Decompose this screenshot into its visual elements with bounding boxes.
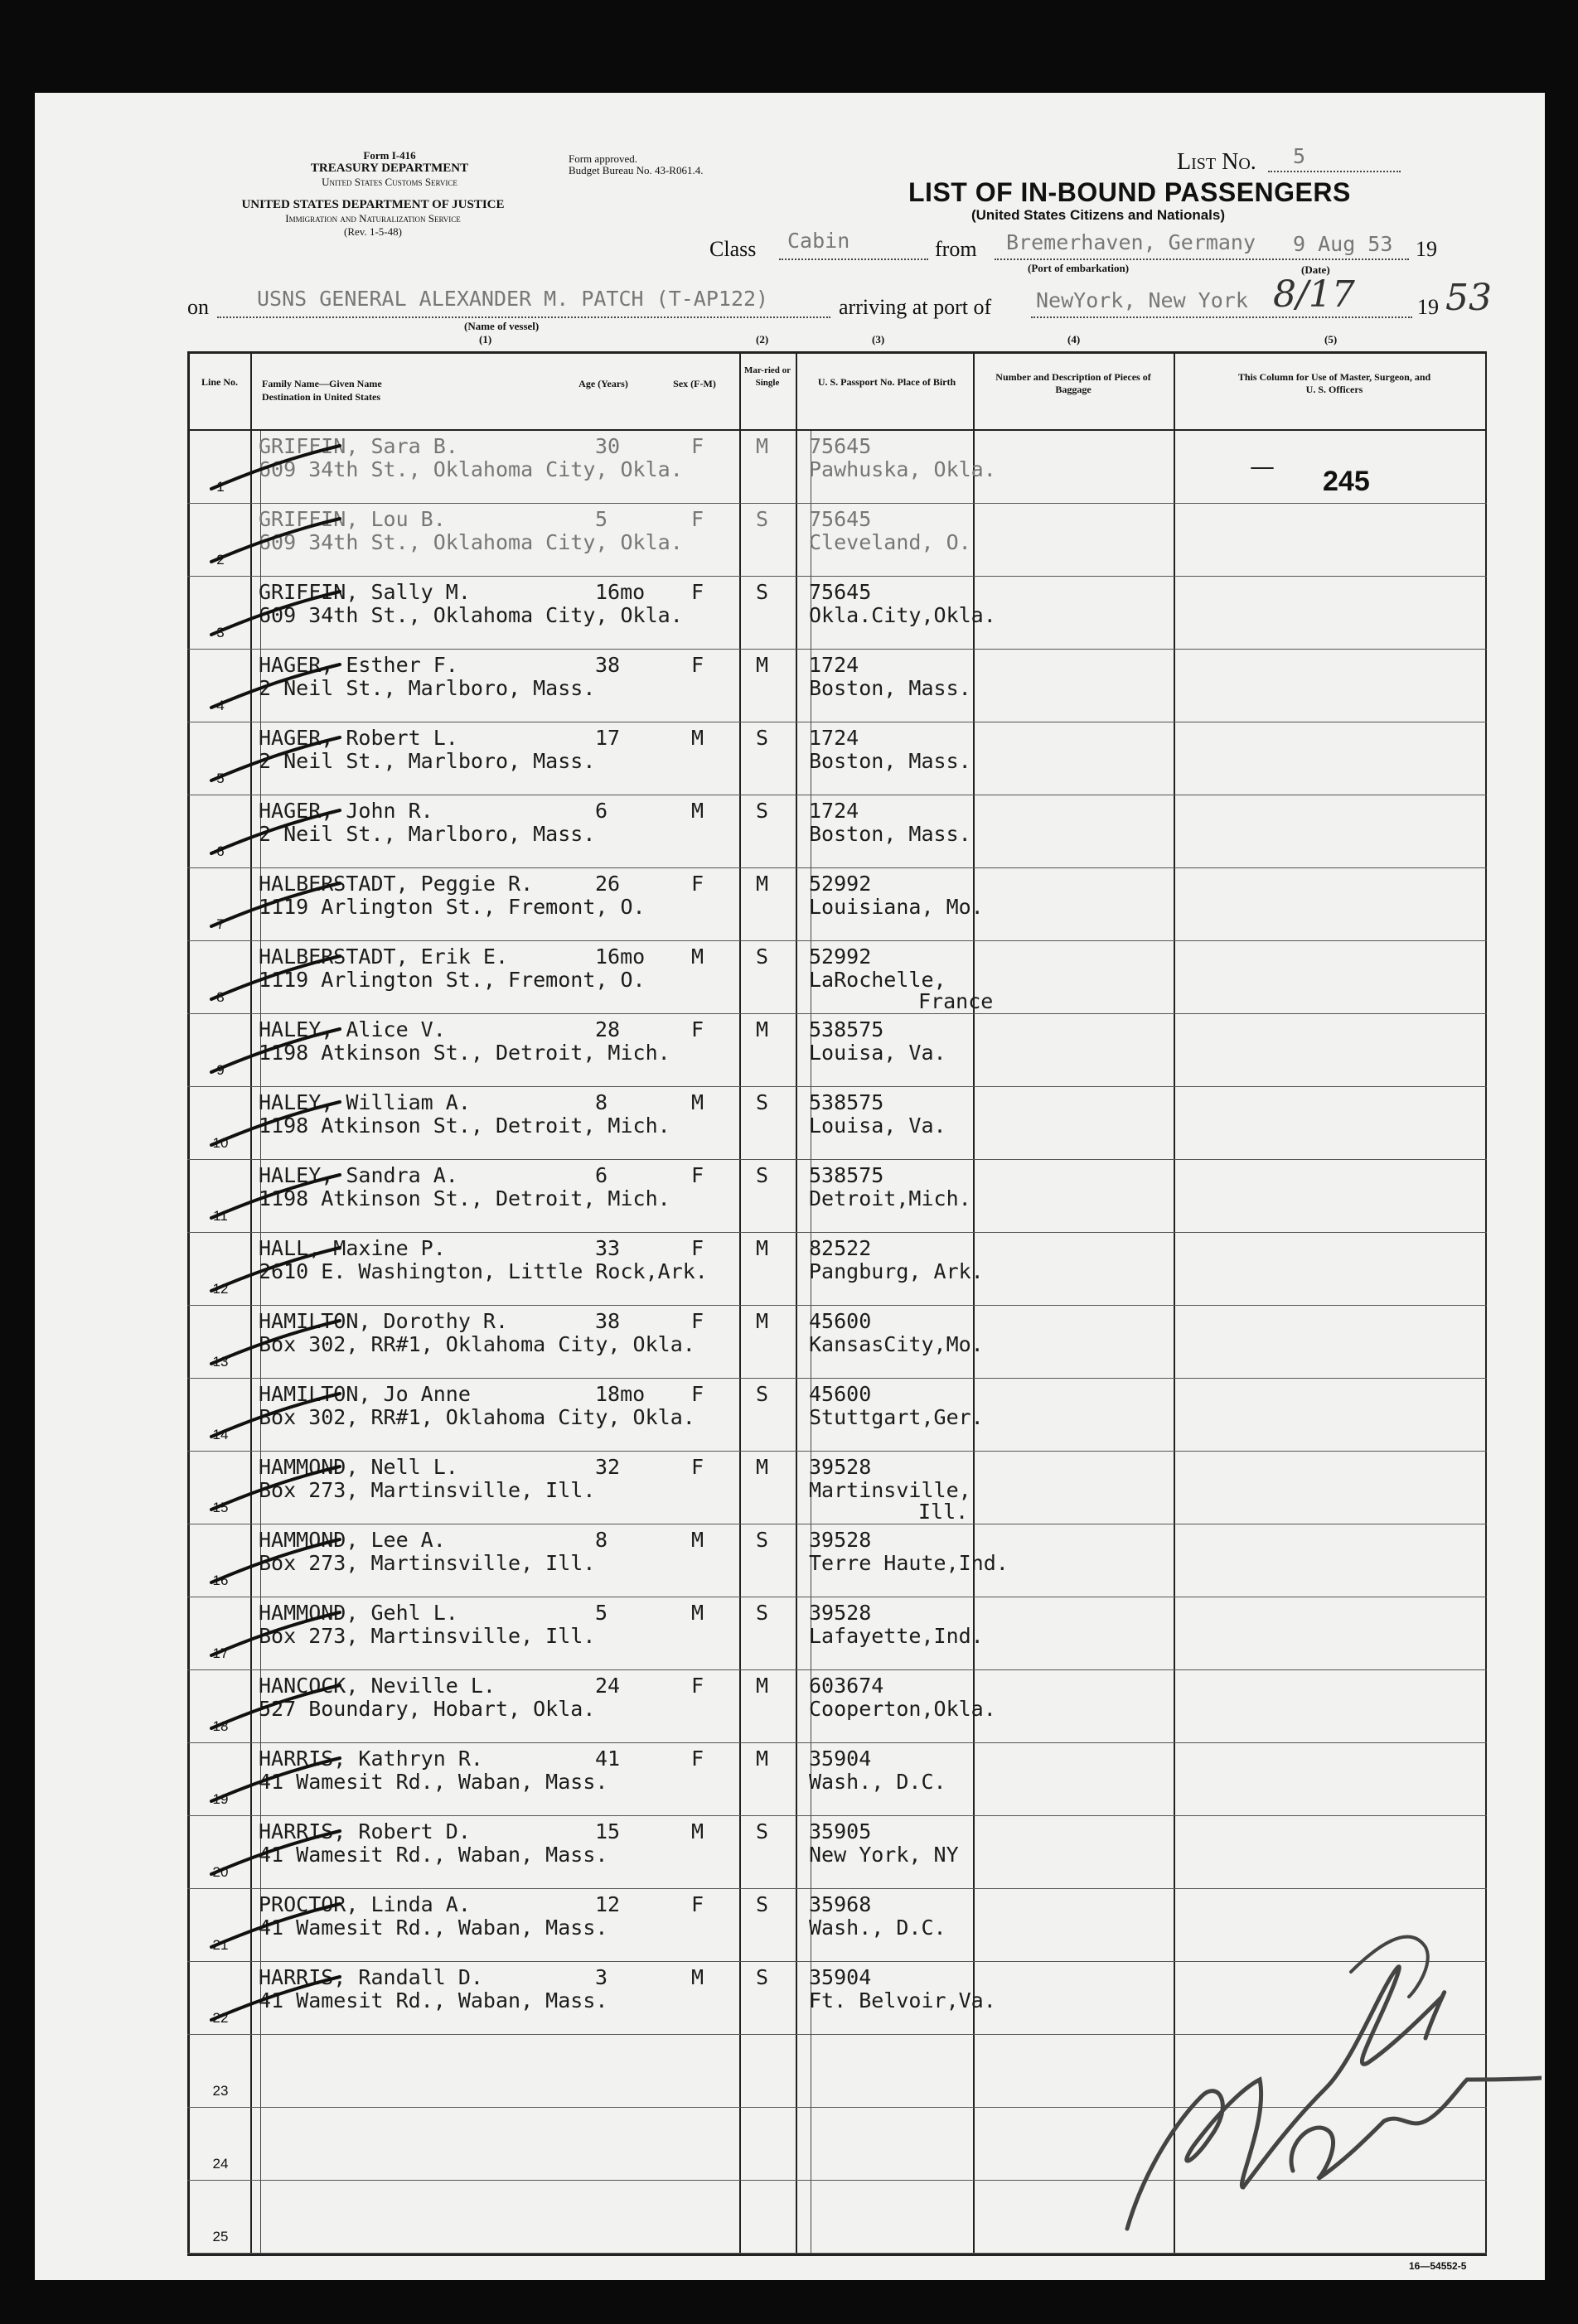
passenger-address: 41 Wamesit Rd., Waban, Mass. xyxy=(259,1916,608,1940)
passenger-name: HAGER, Robert L. xyxy=(259,726,458,750)
passenger-sex: M xyxy=(691,1528,704,1552)
passenger-age: 6 xyxy=(595,799,608,823)
passenger-address: 609 34th St., Oklahoma City, Okla. xyxy=(259,603,683,627)
passenger-name: GRIFFIN, Sara B. xyxy=(259,434,458,458)
table-row xyxy=(0,504,1578,577)
revision: (Rev. 1-5-48) xyxy=(344,225,402,238)
passenger-age: 18mo xyxy=(595,1382,646,1406)
passenger-sex: F xyxy=(691,434,704,458)
passenger-marital-status: S xyxy=(756,1965,769,1989)
passenger-address: 609 34th St., Oklahoma City, Okla. xyxy=(259,457,683,481)
passenger-address: 609 34th St., Oklahoma City, Okla. xyxy=(259,530,683,554)
passenger-address: Box 302, RR#1, Oklahoma City, Okla. xyxy=(259,1405,695,1429)
passport-number: 603674 xyxy=(809,1674,884,1698)
line-number: 6 xyxy=(216,843,225,859)
passenger-age: 28 xyxy=(595,1017,621,1041)
table-row xyxy=(0,1379,1578,1452)
check-mark xyxy=(207,1022,348,1080)
passenger-sex: F xyxy=(691,872,704,896)
passport-number: 82522 xyxy=(809,1236,872,1260)
col-header-line-no: Line No. xyxy=(201,376,238,388)
place-of-birth: Cooperton,Okla. xyxy=(809,1697,996,1721)
treasury-dept: TREASURY DEPARTMENT xyxy=(310,162,469,175)
passport-number: 538575 xyxy=(809,1163,884,1187)
passport-number: 35968 xyxy=(809,1892,872,1916)
check-mark xyxy=(207,804,348,862)
footer-code: 16—54552-5 xyxy=(1409,2260,1467,2272)
place-of-birth: Louisa, Va. xyxy=(809,1114,946,1138)
passport-number: 1724 xyxy=(809,799,859,823)
place-of-birth: Louisiana, Mo. xyxy=(809,895,984,919)
passenger-address: Box 273, Martinsville, Ill. xyxy=(259,1624,596,1648)
colnum-2: (2) xyxy=(756,333,769,345)
table-row xyxy=(0,1087,1578,1160)
passenger-age: 6 xyxy=(595,1163,608,1187)
passenger-address: 2 Neil St., Marlboro, Mass. xyxy=(259,822,596,846)
table-row xyxy=(0,1014,1578,1087)
place-of-birth: Lafayette,Ind. xyxy=(809,1624,984,1648)
class-value: Cabin xyxy=(787,229,850,253)
table-row xyxy=(0,1160,1578,1233)
passenger-address: Box 302, RR#1, Oklahoma City, Okla. xyxy=(259,1332,695,1356)
passport-number: 1724 xyxy=(809,726,859,750)
passport-number: 39528 xyxy=(809,1455,872,1479)
col-header-age: Age (Years) xyxy=(578,378,628,389)
check-mark xyxy=(207,1241,348,1299)
vessel-label: (Name of vessel) xyxy=(464,320,540,332)
passenger-marital-status: S xyxy=(756,799,769,823)
table-row xyxy=(0,795,1578,868)
passenger-address: 2610 E. Washington, Little Rock,Ark. xyxy=(259,1259,708,1283)
passenger-sex: F xyxy=(691,1017,704,1041)
passenger-sex: F xyxy=(691,1892,704,1916)
passport-number: 39528 xyxy=(809,1601,872,1625)
table-row xyxy=(0,722,1578,795)
row-rule xyxy=(187,2253,1487,2254)
check-mark xyxy=(207,949,348,1007)
from-line xyxy=(995,258,1409,260)
place-of-birth: Cleveland, O. xyxy=(809,530,971,554)
passenger-marital-status: S xyxy=(756,1601,769,1625)
passenger-address: 1119 Arlington St., Fremont, O. xyxy=(259,968,646,992)
line-number: 7 xyxy=(216,916,225,932)
check-mark xyxy=(207,585,348,643)
check-mark xyxy=(207,1970,348,2028)
passenger-marital-status: S xyxy=(756,1819,769,1843)
passport-number: 1724 xyxy=(809,653,859,677)
line-number: 17 xyxy=(212,1645,229,1661)
passport-number: 75645 xyxy=(809,580,872,604)
col-header-officers: This Column for Use of Master, Surgeon, and U. S. Officers xyxy=(1237,371,1431,395)
arrival-date: 8/17 xyxy=(1273,273,1355,316)
passenger-address: 1198 Atkinson St., Detroit, Mich. xyxy=(259,1186,670,1210)
passenger-address: 41 Wamesit Rd., Waban, Mass. xyxy=(259,1770,608,1794)
passenger-sex: M xyxy=(691,1819,704,1843)
port-embark-label: (Port of embarkation) xyxy=(1028,262,1130,274)
place-of-birth: Ft. Belvoir,Va. xyxy=(809,1988,996,2012)
passport-number: 39528 xyxy=(809,1528,872,1552)
passenger-age: 12 xyxy=(595,1892,621,1916)
line-number: 19 xyxy=(212,1791,229,1807)
passenger-age: 15 xyxy=(595,1819,621,1843)
check-mark xyxy=(207,439,348,497)
place-of-birth-cont: France xyxy=(918,989,994,1013)
passenger-sex: F xyxy=(691,1309,704,1333)
place-of-birth: Louisa, Va. xyxy=(809,1041,946,1065)
check-mark xyxy=(207,658,348,716)
check-mark xyxy=(207,1606,348,1664)
on-label: on xyxy=(187,295,209,319)
place-of-birth: Wash., D.C. xyxy=(809,1916,946,1940)
passenger-age: 24 xyxy=(595,1674,621,1698)
place-of-birth: Boston, Mass. xyxy=(809,749,971,773)
arrival-port: NewYork, New York xyxy=(1036,288,1248,312)
place-of-birth: Wash., D.C. xyxy=(809,1770,946,1794)
passenger-age: 16mo xyxy=(595,580,646,604)
line-number: 18 xyxy=(212,1718,229,1734)
passenger-marital-status: S xyxy=(756,580,769,604)
table-row xyxy=(0,1524,1578,1597)
passenger-name: HARRIS, Kathryn R. xyxy=(259,1747,483,1771)
passenger-address: 1119 Arlington St., Fremont, O. xyxy=(259,895,646,919)
check-mark xyxy=(207,1387,348,1445)
line-number: 25 xyxy=(212,2229,229,2244)
passport-number: 75645 xyxy=(809,434,872,458)
class-line xyxy=(779,258,928,260)
table-row xyxy=(0,1233,1578,1306)
passenger-marital-status: S xyxy=(756,945,769,969)
passenger-age: 30 xyxy=(595,434,621,458)
page-title: LIST OF IN-BOUND PASSENGERS xyxy=(908,177,1351,207)
passenger-age: 5 xyxy=(595,1601,608,1625)
place-of-birth: Detroit,Mich. xyxy=(809,1186,971,1210)
passenger-marital-status: M xyxy=(756,872,769,896)
check-mark xyxy=(207,1168,348,1226)
check-mark xyxy=(207,1751,348,1809)
passenger-age: 5 xyxy=(595,507,608,531)
table-row xyxy=(0,1743,1578,1816)
table-row xyxy=(0,650,1578,722)
passenger-sex: M xyxy=(691,945,704,969)
justice-dept: UNITED STATES DEPARTMENT OF JUSTICE xyxy=(241,198,505,211)
check-mark xyxy=(207,1679,348,1737)
passenger-marital-status: S xyxy=(756,726,769,750)
colnum-1: (1) xyxy=(479,333,492,345)
inspector-signature xyxy=(1077,1872,1542,2237)
passenger-sex: F xyxy=(691,1455,704,1479)
passenger-address: 1198 Atkinson St., Detroit, Mich. xyxy=(259,1041,670,1065)
line-number: 22 xyxy=(212,2010,229,2026)
passenger-name: HALEY, William A. xyxy=(259,1090,471,1114)
passenger-sex: F xyxy=(691,580,704,604)
table-row xyxy=(0,868,1578,941)
passenger-age: 26 xyxy=(595,872,621,896)
check-mark xyxy=(207,1533,348,1591)
page-subtitle: (United States Citizens and Nationals) xyxy=(971,207,1226,223)
passenger-name: HALL, Maxine P. xyxy=(259,1236,446,1260)
check-mark xyxy=(207,877,348,935)
line-number: 3 xyxy=(216,625,225,640)
line-number: 12 xyxy=(212,1281,229,1297)
line-number: 9 xyxy=(216,1062,225,1078)
passenger-sex: F xyxy=(691,1236,704,1260)
passenger-sex: F xyxy=(691,1747,704,1771)
arrival-year: 53 xyxy=(1445,277,1492,319)
check-mark xyxy=(207,731,348,789)
passenger-name: GRIFFIN, Sally M. xyxy=(259,580,471,604)
passenger-name: HALEY, Sandra A. xyxy=(259,1163,458,1187)
passenger-address: 1198 Atkinson St., Detroit, Mich. xyxy=(259,1114,670,1138)
passenger-marital-status: S xyxy=(756,1528,769,1552)
passport-number: 538575 xyxy=(809,1017,884,1041)
passport-number: 538575 xyxy=(809,1090,884,1114)
passenger-marital-status: S xyxy=(756,1090,769,1114)
embark-date: 9 Aug 53 xyxy=(1293,232,1393,256)
check-mark xyxy=(207,1824,348,1882)
passenger-name: PROCTOR, Linda A. xyxy=(259,1892,471,1916)
from-label: from xyxy=(935,237,977,261)
passenger-marital-status: M xyxy=(756,653,769,677)
passenger-address: 2 Neil St., Marlboro, Mass. xyxy=(259,676,596,700)
passenger-address: 527 Boundary, Hobart, Okla. xyxy=(259,1697,596,1721)
line-number: 10 xyxy=(212,1135,229,1151)
passenger-marital-status: M xyxy=(756,1309,769,1333)
place-of-birth: Terre Haute,Ind. xyxy=(809,1551,1009,1575)
check-mark xyxy=(207,1460,348,1518)
passenger-marital-status: M xyxy=(756,1236,769,1260)
passport-number: 45600 xyxy=(809,1309,872,1333)
place-of-birth: Boston, Mass. xyxy=(809,822,971,846)
col-header-destination: Destination in United States xyxy=(262,391,381,403)
line-number: 21 xyxy=(212,1937,229,1953)
list-no-value: 5 xyxy=(1293,144,1306,168)
passenger-marital-status: M xyxy=(756,1017,769,1041)
table-row xyxy=(0,1306,1578,1379)
passenger-sex: M xyxy=(691,799,704,823)
passenger-marital-status: M xyxy=(756,1455,769,1479)
vessel-name: USNS GENERAL ALEXANDER M. PATCH (T-AP122) xyxy=(257,287,769,311)
passenger-sex: F xyxy=(691,1163,704,1187)
line-number: 23 xyxy=(212,2083,229,2099)
colnum-5: (5) xyxy=(1324,333,1338,345)
line-number: 2 xyxy=(216,552,225,568)
passport-number: 52992 xyxy=(809,872,872,896)
col-header-sex: Sex (F-M) xyxy=(673,378,716,389)
table-top-rule xyxy=(187,351,1487,354)
passenger-name: HAMILTON, Dorothy R. xyxy=(259,1309,509,1333)
list-no-line xyxy=(1268,171,1401,172)
table-row xyxy=(0,941,1578,1014)
passenger-age: 41 xyxy=(595,1747,621,1771)
passenger-sex: M xyxy=(691,1601,704,1625)
passenger-sex: F xyxy=(691,653,704,677)
table-row xyxy=(0,1670,1578,1743)
passenger-marital-status: S xyxy=(756,1163,769,1187)
passenger-age: 38 xyxy=(595,1309,621,1333)
line-number: 1 xyxy=(216,479,225,495)
passenger-sex: M xyxy=(691,1965,704,1989)
passenger-name: HARRIS, Robert D. xyxy=(259,1819,471,1843)
place-of-birth: KansasCity,Mo. xyxy=(809,1332,984,1356)
passport-number: 35904 xyxy=(809,1747,872,1771)
place-of-birth: Boston, Mass. xyxy=(809,676,971,700)
passenger-name: HAGER, John R. xyxy=(259,799,433,823)
col-header-name: Family Name—Given Name xyxy=(262,378,382,389)
passenger-age: 33 xyxy=(595,1236,621,1260)
col-header-married: Mar-ried or Single xyxy=(743,365,791,388)
table-row xyxy=(0,1597,1578,1670)
passenger-name: HARRIS, Randall D. xyxy=(259,1965,483,1989)
check-mark xyxy=(207,1897,348,1955)
colnum-3: (3) xyxy=(872,333,885,345)
passenger-marital-status: S xyxy=(756,507,769,531)
check-mark xyxy=(207,1095,348,1153)
passenger-address: 41 Wamesit Rd., Waban, Mass. xyxy=(259,1988,608,2012)
passenger-sex: M xyxy=(691,1090,704,1114)
line-number: 14 xyxy=(212,1427,229,1442)
passenger-address: 41 Wamesit Rd., Waban, Mass. xyxy=(259,1843,608,1867)
passenger-sex: F xyxy=(691,507,704,531)
col-header-passport: U. S. Passport No. Place of Birth xyxy=(817,376,956,388)
line-number: 8 xyxy=(216,989,225,1005)
place-of-birth: Stuttgart,Ger. xyxy=(809,1405,984,1429)
passenger-age: 38 xyxy=(595,653,621,677)
passport-number: 35905 xyxy=(809,1819,872,1843)
passenger-age: 8 xyxy=(595,1090,608,1114)
passenger-age: 3 xyxy=(595,1965,608,1989)
line-number: 24 xyxy=(212,2156,229,2172)
list-no-label: List No. xyxy=(1177,149,1256,175)
passenger-marital-status: M xyxy=(756,434,769,458)
passport-number: 75645 xyxy=(809,507,872,531)
passenger-name: HALBERSTADT, Peggie R. xyxy=(259,872,534,896)
arriving-label: arriving at port of xyxy=(839,295,992,319)
col-header-baggage: Number and Description of Pieces of Baggage xyxy=(995,371,1151,395)
passenger-name: HAMMOND, Lee A. xyxy=(259,1528,446,1552)
budget-bureau: Budget Bureau No. 43-R061.4. xyxy=(569,164,704,176)
form-number: Form I-416 xyxy=(363,149,416,162)
passenger-sex: M xyxy=(691,726,704,750)
line-number: 5 xyxy=(216,771,225,786)
vessel-line xyxy=(217,316,830,318)
passenger-name: HAGER, Esther F. xyxy=(259,653,458,677)
passenger-age: 32 xyxy=(595,1455,621,1479)
table-row xyxy=(0,1452,1578,1524)
passenger-name: HAMMOND, Gehl L. xyxy=(259,1601,458,1625)
line-number: 20 xyxy=(212,1864,229,1880)
table-bottom-rule xyxy=(187,2254,1487,2256)
passenger-marital-status: M xyxy=(756,1674,769,1698)
passenger-marital-status: S xyxy=(756,1892,769,1916)
passenger-address: Box 273, Martinsville, Ill. xyxy=(259,1478,596,1502)
customs-service: United States Customs Service xyxy=(322,176,457,188)
place-of-birth: Martinsville, xyxy=(809,1478,971,1502)
passenger-address: Box 273, Martinsville, Ill. xyxy=(259,1551,596,1575)
place-of-birth: Pangburg, Ark. xyxy=(809,1259,984,1283)
check-mark xyxy=(207,1314,348,1372)
passport-number: 35904 xyxy=(809,1965,872,1989)
place-of-birth: Okla.City,Okla. xyxy=(809,603,996,627)
line-number: 13 xyxy=(212,1354,229,1370)
passenger-age: 16mo xyxy=(595,945,646,969)
passport-number: 52992 xyxy=(809,945,872,969)
embark-year-prefix: 19 xyxy=(1416,237,1437,261)
passenger-name: HAMILTON, Jo Anne xyxy=(259,1382,471,1406)
passenger-marital-status: M xyxy=(756,1747,769,1771)
passenger-name: GRIFFIN, Lou B. xyxy=(259,507,446,531)
date-label: (Date) xyxy=(1301,263,1330,276)
line-number: 4 xyxy=(216,698,225,713)
passenger-age: 8 xyxy=(595,1528,608,1552)
place-of-birth: LaRochelle, xyxy=(809,968,946,992)
passenger-name: HANCOCK, Neville L. xyxy=(259,1674,496,1698)
form-approved: Form approved. xyxy=(569,152,638,165)
passport-number: 45600 xyxy=(809,1382,872,1406)
passenger-sex: F xyxy=(691,1674,704,1698)
passenger-age: 17 xyxy=(595,726,621,750)
arrival-line xyxy=(1031,316,1412,318)
place-of-birth: New York, NY xyxy=(809,1843,959,1867)
officer-stamp-number: 245 xyxy=(1323,466,1370,497)
passenger-name: HAMMOND, Nell L. xyxy=(259,1455,458,1479)
place-of-birth: Pawhuska, Okla. xyxy=(809,457,996,481)
table-row xyxy=(0,577,1578,650)
passenger-name: HALBERSTADT, Erik E. xyxy=(259,945,509,969)
place-of-birth-cont: Ill. xyxy=(918,1500,969,1524)
passenger-address: 2 Neil St., Marlboro, Mass. xyxy=(259,749,596,773)
class-label: Class xyxy=(709,237,757,261)
line-number: 11 xyxy=(213,1208,228,1224)
colnum-4: (4) xyxy=(1067,333,1081,345)
passenger-sex: F xyxy=(691,1382,704,1406)
ins-service: Immigration and Naturalization Service xyxy=(285,212,461,225)
passenger-marital-status: S xyxy=(756,1382,769,1406)
check-mark xyxy=(207,512,348,570)
line-number: 16 xyxy=(212,1573,229,1588)
arrival-year-prefix: 19 xyxy=(1417,295,1439,319)
line-number: 15 xyxy=(212,1500,229,1515)
from-value: Bremerhaven, Germany xyxy=(1006,230,1256,254)
passenger-name: HALEY, Alice V. xyxy=(259,1017,446,1041)
officer-dash: — xyxy=(1250,452,1275,481)
